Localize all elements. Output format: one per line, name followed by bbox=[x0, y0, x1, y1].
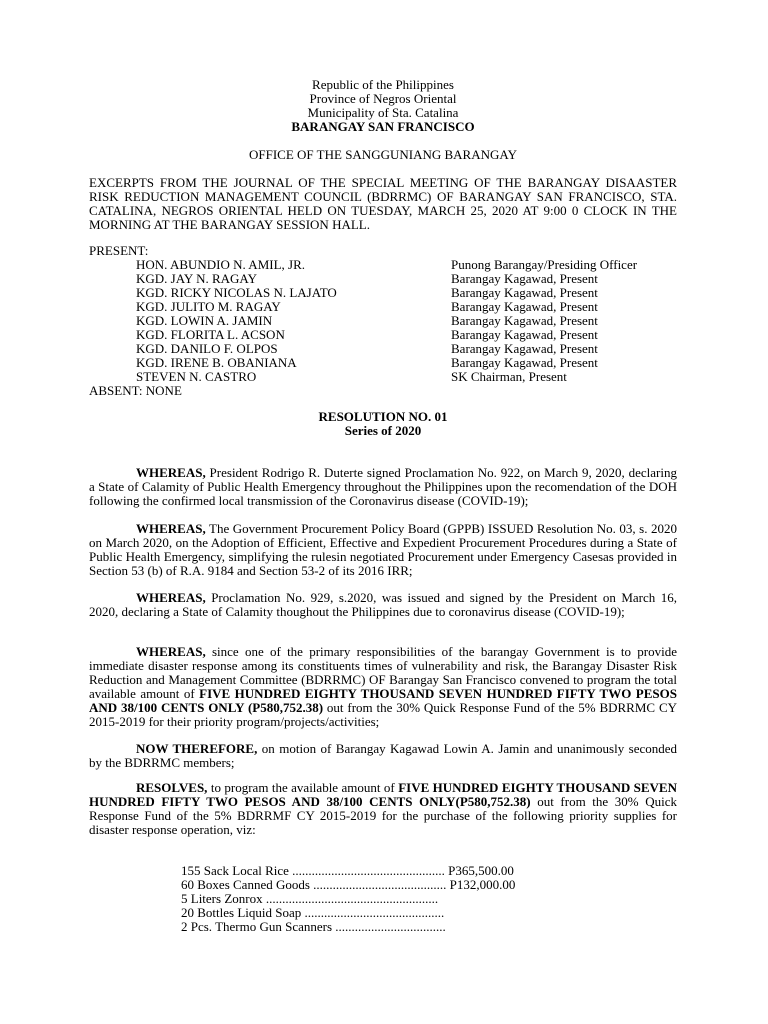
supply-item: 20 Bottles Liquid Soap ........................................... bbox=[181, 905, 445, 920]
supplies-list bbox=[181, 864, 515, 934]
attendee-role: Punong Barangay/Presiding Officer bbox=[451, 257, 638, 272]
office-title: OFFICE OF THE SANGGUNIANG BARANGAY bbox=[249, 147, 517, 162]
country-line: Republic of the Philippines bbox=[312, 77, 454, 92]
whereas-paragraph-3 bbox=[89, 591, 677, 619]
attendee-role: Barangay Kagawad, Present bbox=[451, 355, 598, 370]
whereas-paragraph-2 bbox=[89, 522, 677, 578]
attendee-name: KGD. IRENE B. OBANIANA bbox=[136, 355, 297, 370]
amount-in-words: FIVE HUNDRED EIGHTY THOUSAND SEVEN HUNDRED FIFTY TWO PESOS AND 38/100 CENTS ONLY (P580,752.38) bbox=[89, 686, 677, 715]
excerpt-paragraph: EXCERPTS FROM THE JOURNAL OF THE SPECIAL MEETING OF THE BARANGAY DISAASTER RISK REDUCTION MANAGEMENT COUNCIL (BDRRMC) OF BARANGAY SAN FRANCISCO, STA. CATALINA, NEGROS ORIENTAL HELD ON TUESDAY, MARCH 25, 2020 AT 9:00 0 CLOCK IN THE MORNING AT THE BARANGAY SESSION HALL. bbox=[89, 175, 677, 232]
attendee-name: HON. ABUNDIO N. AMIL, JR. bbox=[136, 257, 306, 272]
absent-line: ABSENT: NONE bbox=[89, 383, 182, 398]
paragraph-text: The Government Procurement Policy Board (GPPB) ISSUED Resolution No. 03, s. 2020 on March 2020, on the Adoption of Efficient, Effective and Expedient Procurement Procedures during a State of Public Health Emergency, simplifying the rulesin negotiated Procurement under Emergency Casesas provided in Section 53 (b) of R.A. 9184 and Section 53-2 of its 2016 IRR; bbox=[89, 521, 677, 578]
barangay-name: BARANGAY SAN FRANCISCO bbox=[291, 119, 475, 134]
supply-item: 60 Boxes Canned Goods ......................................... P132,000.00 bbox=[181, 877, 516, 892]
now-therefore-lead: NOW THEREFORE, bbox=[136, 741, 258, 756]
attendee-row bbox=[89, 328, 677, 342]
attendee-name: KGD. RICKY NICOLAS N. LAJATO bbox=[136, 285, 337, 300]
supply-item: 155 Sack Local Rice ............................................... P365,500.00 bbox=[181, 863, 514, 878]
attendee-name: KGD. DANILO F. OLPOS bbox=[136, 341, 278, 356]
attendee-row bbox=[89, 286, 677, 300]
attendee-row bbox=[89, 342, 677, 356]
paragraph-text: Proclamation No. 929, s.2020, was issued and signed by the President on March 16, 2020, declaring a State of Calamity thoughout the Philippines due to coronavirus disease (COVID-19); bbox=[89, 590, 677, 619]
attendee-role: Barangay Kagawad, Present bbox=[451, 285, 598, 300]
whereas-paragraph-4 bbox=[89, 645, 677, 729]
now-therefore-paragraph bbox=[89, 742, 677, 770]
resolves-lead: RESOLVES, bbox=[136, 780, 208, 795]
whereas-paragraph-1 bbox=[89, 466, 677, 508]
attendee-row bbox=[89, 300, 677, 314]
attendance-section bbox=[89, 244, 677, 398]
whereas-lead: WHEREAS, bbox=[136, 465, 206, 480]
present-label: PRESENT: bbox=[89, 243, 149, 258]
supply-item: 5 Liters Zonrox ..................................................... bbox=[181, 891, 439, 906]
supply-item: 2 Pcs. Thermo Gun Scanners .................................. bbox=[181, 919, 446, 934]
attendee-role: Barangay Kagawad, Present bbox=[451, 313, 598, 328]
paragraph-text: on motion of Barangay Kagawad Lowin A. Jamin and unanimously seconded by the BDRRMC members; bbox=[89, 741, 678, 770]
attendee-name: STEVEN N. CASTRO bbox=[136, 369, 257, 384]
attendee-role: Barangay Kagawad, Present bbox=[451, 299, 598, 314]
paragraph-text: out from the 30% Quick Response Fund of the 5% BDRRMC CY 2015-2019 for their priority program/projects/activities; bbox=[89, 700, 677, 729]
attendee-name: KGD. JULITO M. RAGAY bbox=[136, 299, 281, 314]
attendee-name: KGD. FLORITA L. ACSON bbox=[136, 327, 285, 342]
present-list bbox=[89, 258, 677, 384]
paragraph-text: out from the 30% Quick Response Fund of the 5% BDRRMF CY 2015-2019 for the purchase of the following priority supplies for disaster response operation, viz: bbox=[89, 794, 677, 837]
attendee-role: Barangay Kagawad, Present bbox=[451, 271, 598, 286]
attendee-name: KGD. LOWIN A. JAMIN bbox=[136, 313, 273, 328]
amount-in-words: FIVE HUNDRED EIGHTY THOUSAND SEVEN HUNDRED FIFTY TWO PESOS AND 38/100 CENTS ONLY(P580,752.38) bbox=[89, 780, 677, 809]
letterhead bbox=[89, 78, 677, 134]
attendee-role: Barangay Kagawad, Present bbox=[451, 341, 598, 356]
whereas-lead: WHEREAS, bbox=[136, 521, 206, 536]
whereas-lead: WHEREAS, bbox=[136, 644, 206, 659]
attendee-name: KGD. JAY N. RAGAY bbox=[136, 271, 257, 286]
resolution-heading bbox=[89, 410, 677, 438]
attendee-row bbox=[89, 272, 677, 286]
attendee-role: Barangay Kagawad, Present bbox=[451, 327, 598, 342]
province-line: Province of Negros Oriental bbox=[309, 91, 457, 106]
attendee-row bbox=[89, 314, 677, 328]
paragraph-text: since one of the primary responsibilities of the barangay Government is to provide immediate disaster response among its constituents times of vulnerability and risk, the Barangay Disaster Risk Reduction and Management Committee (BDRRMC) OF Barangay San Francisco convened to program the total available amount of bbox=[89, 644, 677, 701]
attendee-row bbox=[89, 258, 677, 272]
attendee-row bbox=[89, 370, 677, 384]
attendee-row bbox=[89, 356, 677, 370]
resolution-series: Series of 2020 bbox=[344, 423, 422, 438]
paragraph-text: to program the available amount of bbox=[207, 780, 399, 795]
whereas-lead: WHEREAS, bbox=[136, 590, 206, 605]
paragraph-text: President Rodrigo R. Duterte signed Proclamation No. 922, on March 9, 2020, declaring a State of Calamity of Public Health Emergency throughout the Philippines upon the recomendation of the DOH following the confirmed local transmission of the Coronavirus disease (COVID-19); bbox=[89, 465, 677, 508]
municipality-line: Municipality of Sta. Catalina bbox=[307, 105, 459, 120]
resolves-paragraph bbox=[89, 781, 677, 837]
resolution-title: RESOLUTION NO. 01 bbox=[318, 409, 448, 424]
attendee-role: SK Chairman, Present bbox=[451, 369, 567, 384]
